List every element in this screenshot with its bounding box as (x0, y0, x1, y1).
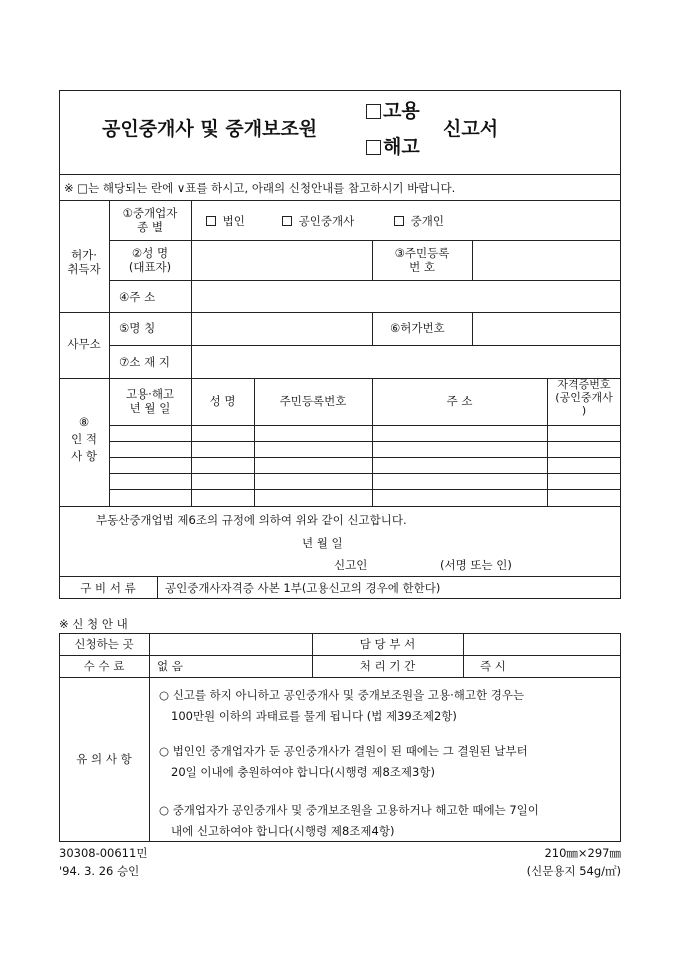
reporter-label: 신고인 (334, 558, 368, 572)
submit-to-label: 신청하는 곳 (74, 637, 134, 651)
name-label: ②성 명 (대표자) (128, 246, 172, 274)
form-code: 30308-00611민 (59, 846, 148, 860)
table-row[interactable] (109, 473, 621, 474)
license-no-label: ⑥허가번호 (390, 321, 445, 335)
col-date-header: 고용·해고 년 월 일 (125, 387, 175, 415)
attachments-label: 구 비 서 류 (80, 581, 136, 595)
type-option-broker[interactable]: 공인중개사 (282, 214, 354, 228)
address-label: ④주 소 (119, 290, 156, 304)
col-name-header: 성 명 (209, 394, 236, 408)
notice-text: ※ □는 해당되는 란에 ∨표를 하시고, 아래의 신청안내를 참고하시기 바랍니다. (64, 181, 456, 195)
declaration-date[interactable]: 년 월 일 (302, 536, 343, 550)
hire-checkbox[interactable] (366, 104, 381, 119)
form-title-right: 신고서 (443, 118, 499, 140)
table-row[interactable] (109, 425, 621, 426)
note-item: ○ 법인인 중개업자가 둔 공인중개사가 결원이 된 때에는 그 결원된 날부터 20일 이내에 충원하여야 합니다(시행령 제8조제3항) (159, 744, 528, 779)
office-name-label: ⑤명 칭 (119, 321, 156, 335)
broker-checkbox[interactable] (282, 216, 292, 226)
paper-type: (신문용지 54g/㎡) (526, 864, 621, 878)
form-title-left: 공인중개사 및 중개보조원 (102, 118, 318, 140)
approval-date: '94. 3. 26 승인 (59, 864, 140, 878)
table-row[interactable] (109, 489, 621, 490)
type-label: ①중개업자 종 별 (122, 206, 178, 234)
table-row[interactable] (109, 457, 621, 458)
attachments-value: 공인중개사자격증 사본 1부(고용신고의 경우에 한한다) (165, 581, 441, 595)
agent-checkbox[interactable] (394, 216, 404, 226)
type-option-corporation[interactable]: 법인 (206, 214, 245, 228)
corporation-checkbox[interactable] (206, 216, 216, 226)
location-field[interactable] (192, 346, 620, 377)
office-name-field[interactable] (192, 313, 371, 344)
name-field[interactable] (192, 241, 371, 279)
address-field[interactable] (192, 281, 620, 311)
dept-label: 담 당 부 서 (359, 637, 416, 651)
fire-checkbox[interactable] (366, 140, 381, 155)
period-label: 처 리 기 간 (359, 659, 416, 673)
office-section-label: 사무소 (67, 337, 101, 351)
notes-label: 유 의 사 항 (76, 752, 132, 766)
option-fire[interactable]: 해고 (366, 140, 420, 155)
option-hire[interactable]: 고용 (366, 104, 420, 119)
signature-field[interactable]: (서명 또는 인) (440, 558, 512, 572)
declaration-statement: 부동산중개업법 제6조의 규정에 의하여 위와 같이 신고합니다. (96, 513, 407, 527)
note-item: ○ 중개업자가 공인중개사 및 중개보조원을 고용하거나 해고한 때에는 7일이 내에 신고하여야 합니다(시행령 제8조제4항) (159, 803, 539, 838)
fee-value: 없 음 (157, 659, 183, 673)
guide-heading: ※ 신 청 안 내 (59, 617, 128, 631)
rrn-field[interactable] (473, 241, 620, 279)
col-cert-header: 자격증번호 (공인중개사 ) (555, 378, 613, 417)
note-item: ○ 신고를 하지 아니하고 공인중개사 및 중개보조원을 고용·해고한 경우는 100만원 이하의 과태료를 물게 됩니다 (법 제39조제2항) (159, 688, 525, 723)
col-address-header: 주 소 (446, 394, 473, 408)
licensee-section-label: 허가· 취득자 (67, 248, 101, 276)
fee-label: 수 수 료 (83, 659, 125, 673)
location-label: ⑦소 재 지 (119, 355, 170, 369)
personnel-section-label: ⑧ 인 적 사 항 (71, 415, 97, 463)
col-rrn-header: 주민등록번호 (279, 394, 347, 408)
type-option-agent[interactable]: 중개인 (394, 214, 444, 228)
license-no-field[interactable] (473, 313, 620, 344)
table-row[interactable] (109, 441, 621, 442)
rrn-label: ③주민등록 번 호 (394, 246, 450, 274)
period-value: 즉 시 (480, 659, 506, 673)
paper-size: 210㎜×297㎜ (544, 846, 621, 860)
